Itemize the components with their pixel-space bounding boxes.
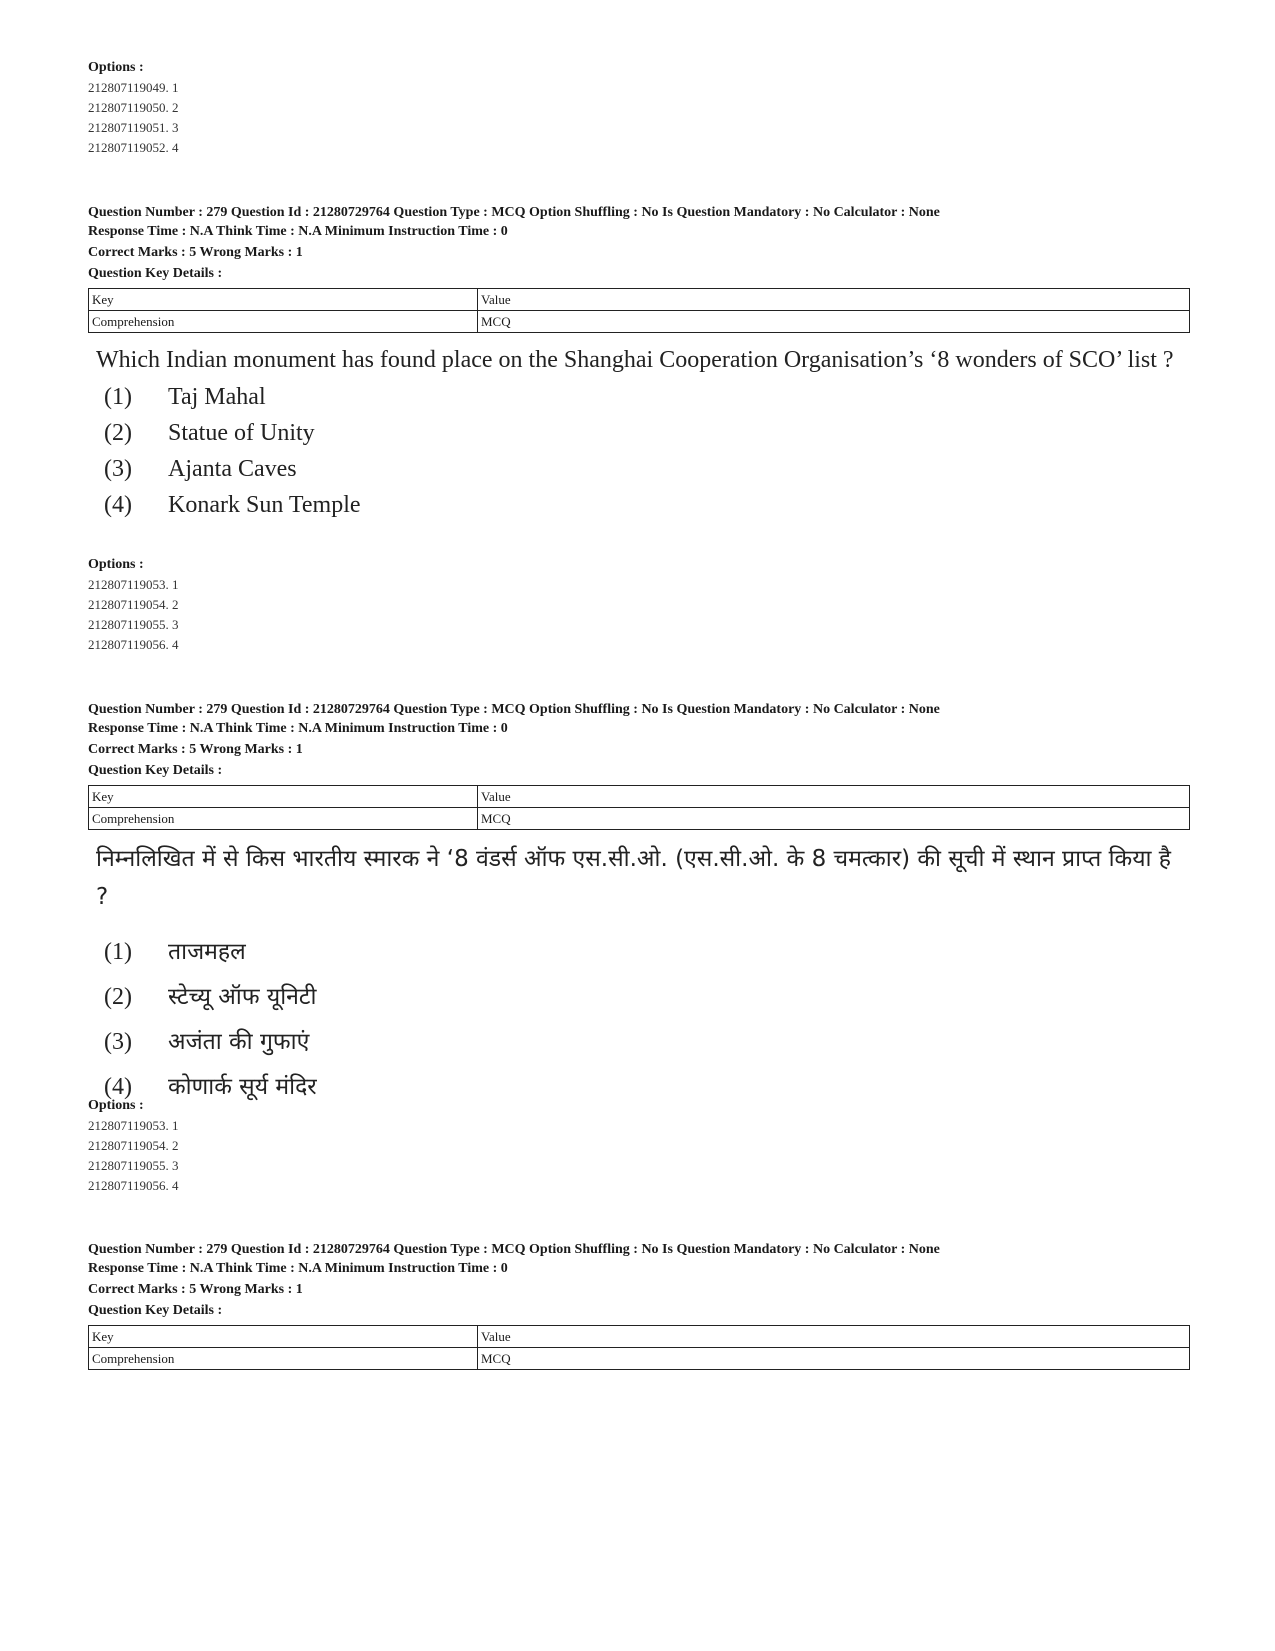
meta-line-3: Correct Marks : 5 Wrong Marks : 1 bbox=[88, 1282, 303, 1297]
key-details-label: Question Key Details : bbox=[88, 266, 223, 281]
option-id: 212807119055. 3 bbox=[88, 1158, 179, 1173]
table-cell: Value bbox=[478, 1326, 1190, 1348]
option-id: 212807119049. 1 bbox=[88, 80, 179, 95]
key-value-table bbox=[88, 288, 1190, 333]
choice-text: ताजमहल bbox=[168, 939, 246, 965]
option-id: 212807119053. 1 bbox=[88, 577, 179, 592]
question-meta-1 bbox=[88, 202, 1188, 333]
table-cell: Value bbox=[478, 786, 1190, 808]
choice-number: (4) bbox=[104, 1074, 132, 1100]
answer-choice bbox=[96, 415, 1186, 451]
question-hindi bbox=[96, 840, 1186, 1110]
table-cell: Key bbox=[89, 1326, 478, 1348]
key-value-table bbox=[88, 785, 1190, 830]
options-section-3 bbox=[88, 1096, 1188, 1196]
choice-number: (2) bbox=[104, 984, 132, 1010]
meta-line-1: Question Number : 279 Question Id : 21280729764 Question Type : MCQ Option Shuffling : No Is Question Mandatory : No Calculator : None bbox=[88, 702, 940, 717]
choice-number: (1) bbox=[104, 384, 132, 410]
answer-choice bbox=[96, 930, 1186, 975]
option-id: 212807119051. 3 bbox=[88, 120, 179, 135]
question-text: Which Indian monument has found place on the Shanghai Cooperation Organisation’s ‘8 wonders of SCO’ list ? bbox=[96, 347, 1174, 373]
choice-number: (4) bbox=[104, 492, 132, 518]
meta-line-2: Response Time : N.A Think Time : N.A Minimum Instruction Time : 0 bbox=[88, 224, 508, 239]
choice-number: (2) bbox=[104, 420, 132, 446]
table-cell: MCQ bbox=[478, 808, 1190, 830]
options-section-1 bbox=[88, 58, 1188, 158]
option-id: 212807119054. 2 bbox=[88, 1138, 179, 1153]
key-details-label: Question Key Details : bbox=[88, 763, 223, 778]
answer-choice bbox=[96, 451, 1186, 487]
meta-line-1: Question Number : 279 Question Id : 21280729764 Question Type : MCQ Option Shuffling : No Is Question Mandatory : No Calculator : None bbox=[88, 1242, 940, 1257]
table-cell: Comprehension bbox=[89, 808, 478, 830]
question-meta-2 bbox=[88, 699, 1188, 830]
answer-choice bbox=[96, 487, 1186, 523]
table-cell: MCQ bbox=[478, 1348, 1190, 1370]
answer-choice bbox=[96, 379, 1186, 415]
question-meta-3 bbox=[88, 1239, 1188, 1370]
answer-choice bbox=[96, 1020, 1186, 1065]
table-cell: Key bbox=[89, 786, 478, 808]
choice-text: Ajanta Caves bbox=[168, 456, 297, 482]
choice-text: Statue of Unity bbox=[168, 420, 315, 446]
question-english bbox=[96, 345, 1186, 523]
options-label: Options : bbox=[88, 557, 144, 572]
meta-line-3: Correct Marks : 5 Wrong Marks : 1 bbox=[88, 742, 303, 757]
table-cell: MCQ bbox=[478, 311, 1190, 333]
choice-number: (1) bbox=[104, 939, 132, 965]
meta-line-2: Response Time : N.A Think Time : N.A Minimum Instruction Time : 0 bbox=[88, 721, 508, 736]
option-id: 212807119052. 4 bbox=[88, 140, 179, 155]
choice-text: Konark Sun Temple bbox=[168, 492, 361, 518]
choice-number: (3) bbox=[104, 1029, 132, 1055]
choice-text: स्टेच्यू ऑफ यूनिटी bbox=[168, 984, 317, 1010]
table-cell: Key bbox=[89, 289, 478, 311]
answer-choice bbox=[96, 975, 1186, 1020]
option-id: 212807119050. 2 bbox=[88, 100, 179, 115]
options-label: Options : bbox=[88, 60, 144, 75]
question-text: निम्नलिखित में से किस भारतीय स्मारक ने ‘8 वंडर्स ऑफ एस.सी.ओ. (एस.सी.ओ. के 8 चमत्कार) की सूची में स्थान प्राप्त किया है ? bbox=[96, 846, 1172, 910]
options-section-2 bbox=[88, 555, 1188, 655]
option-id: 212807119054. 2 bbox=[88, 597, 179, 612]
meta-line-2: Response Time : N.A Think Time : N.A Minimum Instruction Time : 0 bbox=[88, 1261, 508, 1276]
option-id: 212807119056. 4 bbox=[88, 637, 179, 652]
option-id: 212807119056. 4 bbox=[88, 1178, 179, 1193]
key-value-table bbox=[88, 1325, 1190, 1370]
choice-text: अजंता की गुफाएं bbox=[168, 1029, 310, 1055]
choice-text: कोणार्क सूर्य मंदिर bbox=[168, 1074, 317, 1100]
meta-line-3: Correct Marks : 5 Wrong Marks : 1 bbox=[88, 245, 303, 260]
option-id: 212807119053. 1 bbox=[88, 1118, 179, 1133]
options-label: Options : bbox=[88, 1098, 144, 1113]
meta-line-1: Question Number : 279 Question Id : 21280729764 Question Type : MCQ Option Shuffling : No Is Question Mandatory : No Calculator : None bbox=[88, 205, 940, 220]
table-cell: Comprehension bbox=[89, 1348, 478, 1370]
key-details-label: Question Key Details : bbox=[88, 1303, 223, 1318]
table-cell: Comprehension bbox=[89, 311, 478, 333]
choice-text: Taj Mahal bbox=[168, 384, 266, 410]
choice-number: (3) bbox=[104, 456, 132, 482]
table-cell: Value bbox=[478, 289, 1190, 311]
option-id: 212807119055. 3 bbox=[88, 617, 179, 632]
